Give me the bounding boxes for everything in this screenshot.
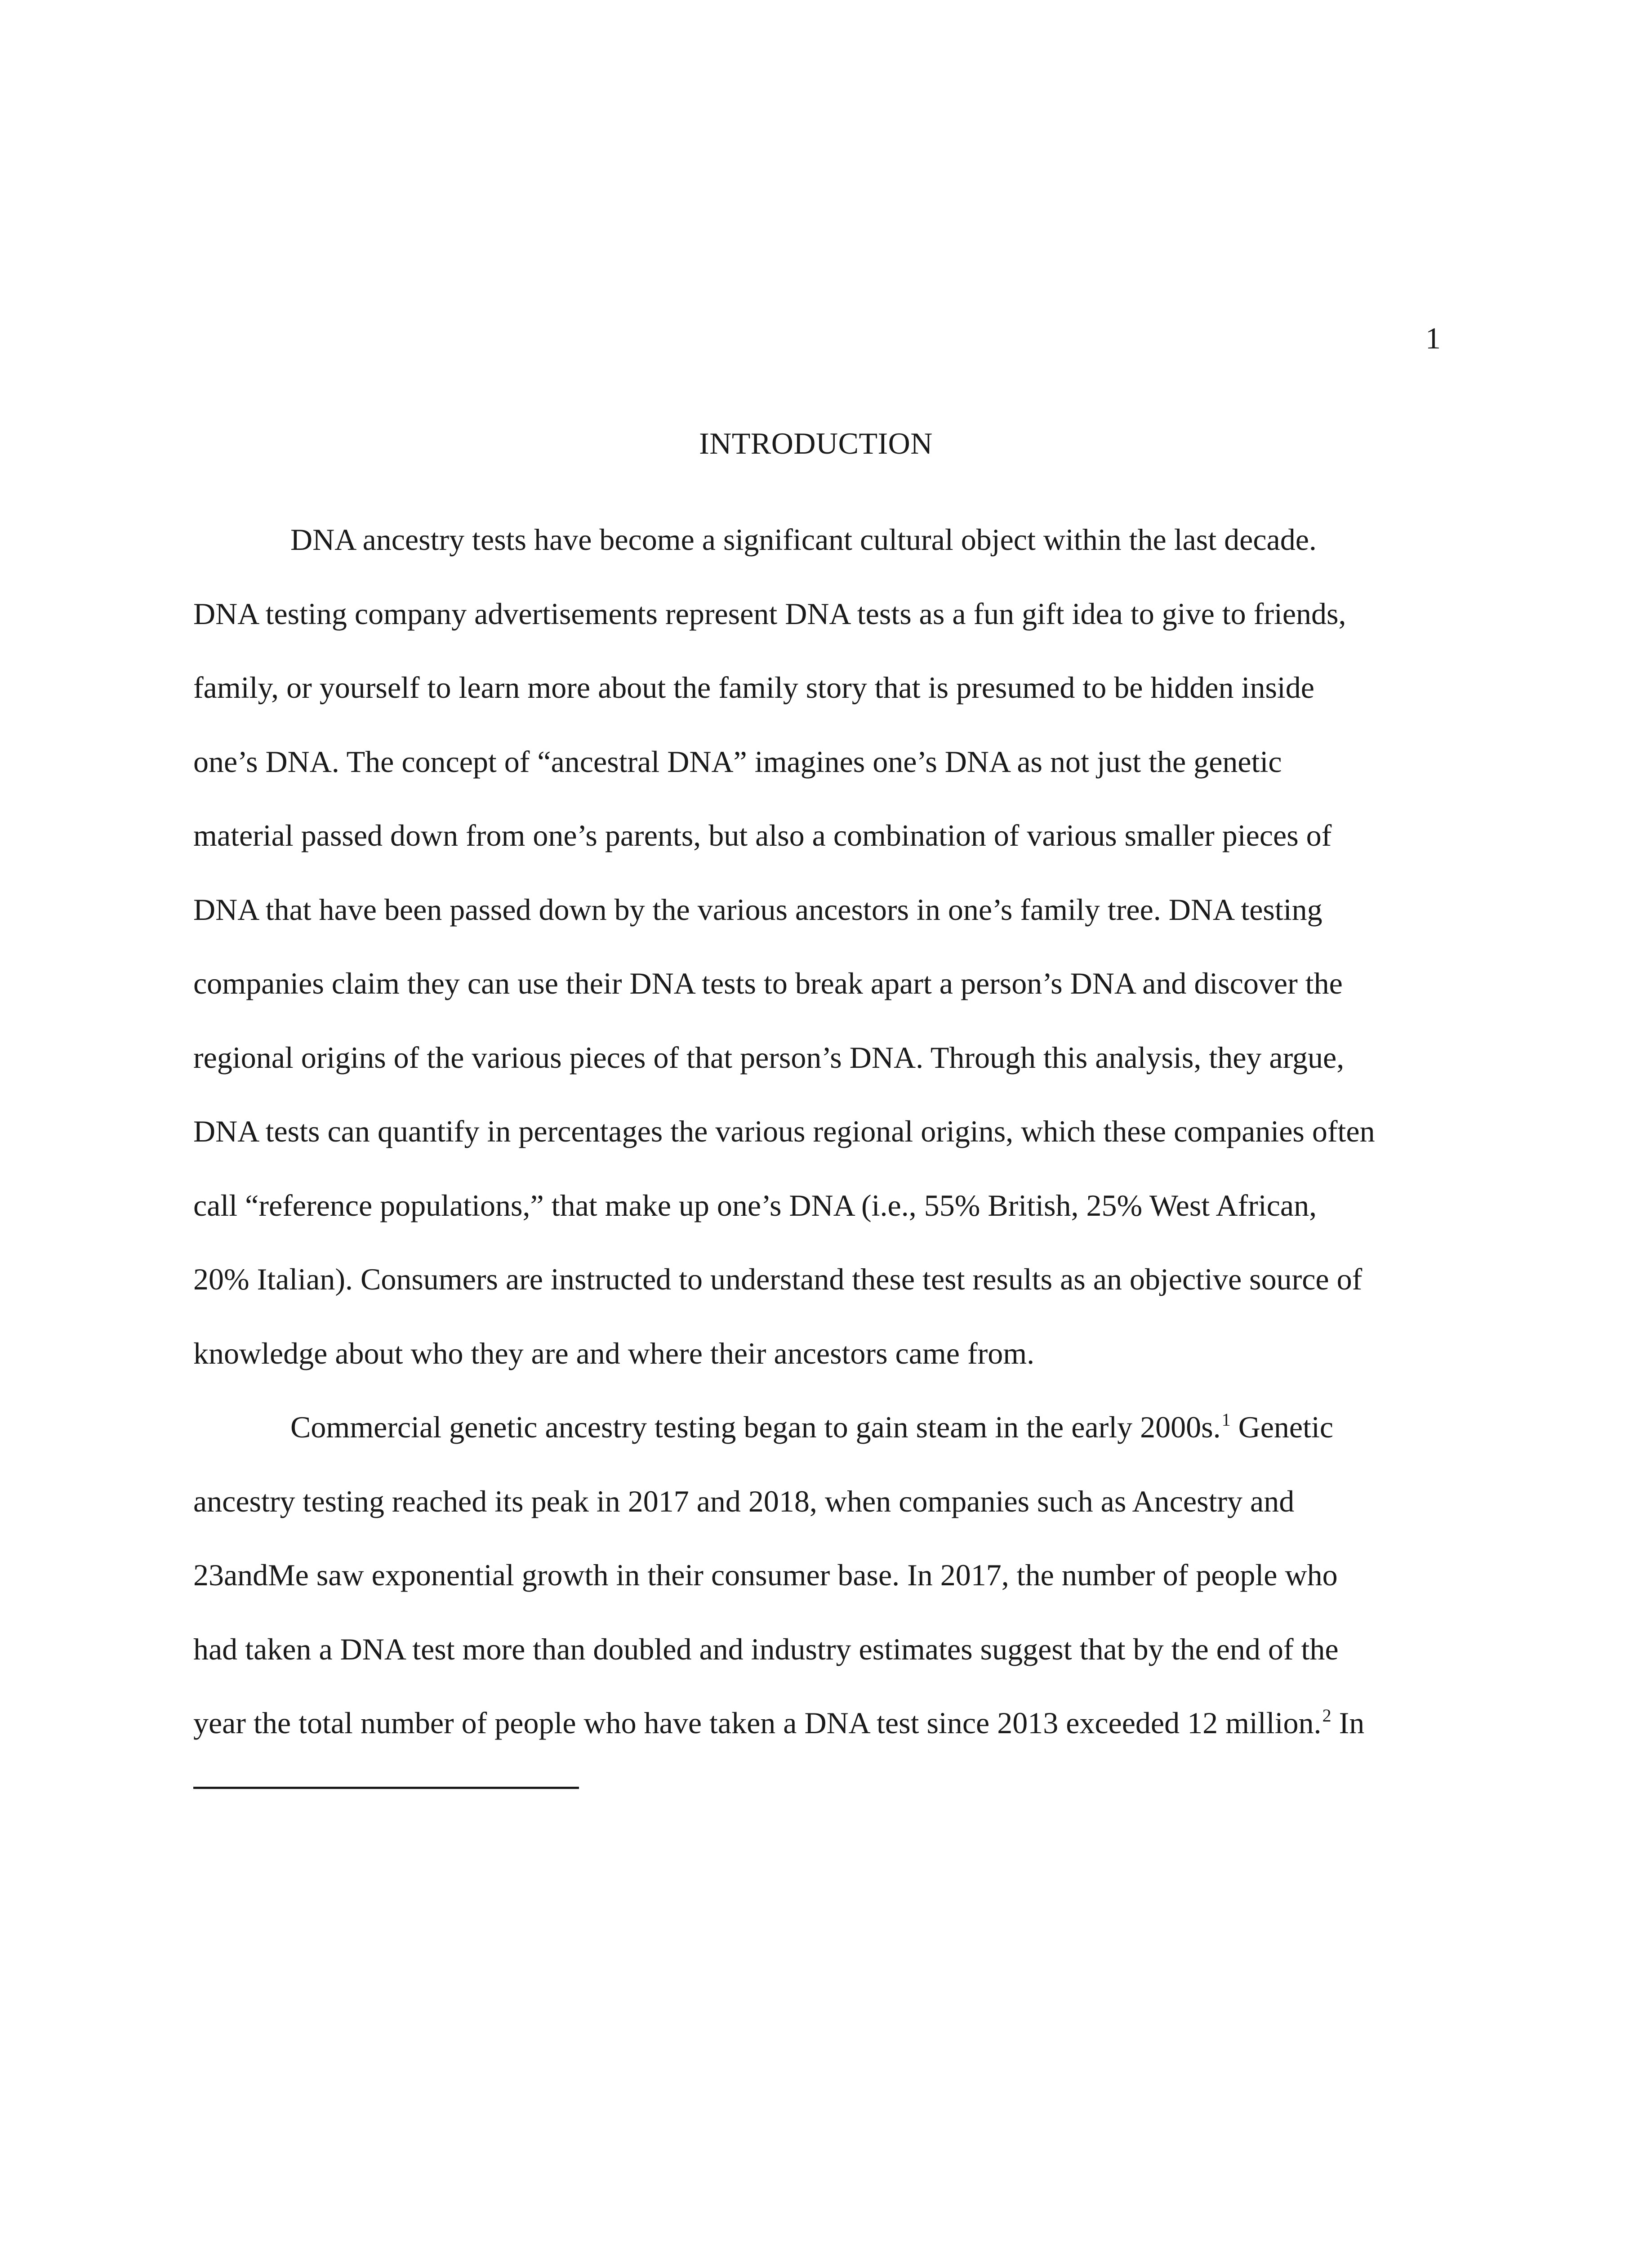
paragraph-line — [193, 1686, 1470, 1760]
paragraph-line: DNA testing company advertisements represent DNA tests as a fun gift idea to give to friends, — [193, 596, 1346, 631]
footnote-reference[interactable]: 1 — [1221, 1409, 1231, 1430]
section-heading: INTRODUCTION — [699, 426, 933, 460]
paragraph-line: call “reference populations,” that make up one’s DNA (i.e., 55% British, 25% West African, — [193, 1188, 1317, 1222]
paragraph-line: DNA ancestry tests have become a significant cultural object within the last decade. — [290, 522, 1317, 557]
paragraph-line: companies claim they can use their DNA tests to break apart a person’s DNA and discover the — [193, 966, 1343, 1000]
paragraph-line: ancestry testing reached its peak in 2017 and 2018, when companies such as Ancestry and — [193, 1484, 1295, 1518]
paragraph-text: year the total number of people who have taken a DNA test since 2013 exceeded 12 million. — [193, 1706, 1322, 1740]
paragraph-line: 20% Italian). Consumers are instructed to understand these test results as an objective source of — [193, 1262, 1363, 1296]
paragraph-line: had taken a DNA test more than doubled and industry estimates suggest that by the end of the — [193, 1632, 1339, 1666]
paragraph-line — [193, 1390, 1470, 1464]
paragraph-line: one’s DNA. The concept of “ancestral DNA” imagines one’s DNA as not just the genetic — [193, 744, 1282, 779]
footnote-reference[interactable]: 2 — [1322, 1705, 1331, 1726]
paragraph-line: material passed down from one’s parents, but also a combination of various smaller pieces of — [193, 818, 1332, 852]
page-number: 1 — [1425, 321, 1441, 355]
footnote-separator — [193, 1787, 579, 1789]
paragraph-line: DNA tests can quantify in percentages the various regional origins, which these companies often — [193, 1114, 1375, 1148]
paragraph-line: 23andMe saw exponential growth in their consumer base. In 2017, the number of people who — [193, 1558, 1338, 1592]
paragraph-line: DNA that have been passed down by the various ancestors in one’s family tree. DNA testing — [193, 892, 1322, 927]
paragraph-line: knowledge about who they are and where their ancestors came from. — [193, 1336, 1035, 1370]
paragraph-line: family, or yourself to learn more about the family story that is presumed to be hidden inside — [193, 670, 1314, 705]
paragraph-text: Genetic — [1230, 1410, 1334, 1444]
paragraph-text: Commercial genetic ancestry testing began to gain steam in the early 2000s. — [290, 1410, 1221, 1444]
paragraph-text: In — [1331, 1706, 1365, 1740]
paragraph-line: regional origins of the various pieces of that person’s DNA. Through this analysis, they argue, — [193, 1040, 1345, 1075]
body-text — [193, 503, 1470, 1760]
